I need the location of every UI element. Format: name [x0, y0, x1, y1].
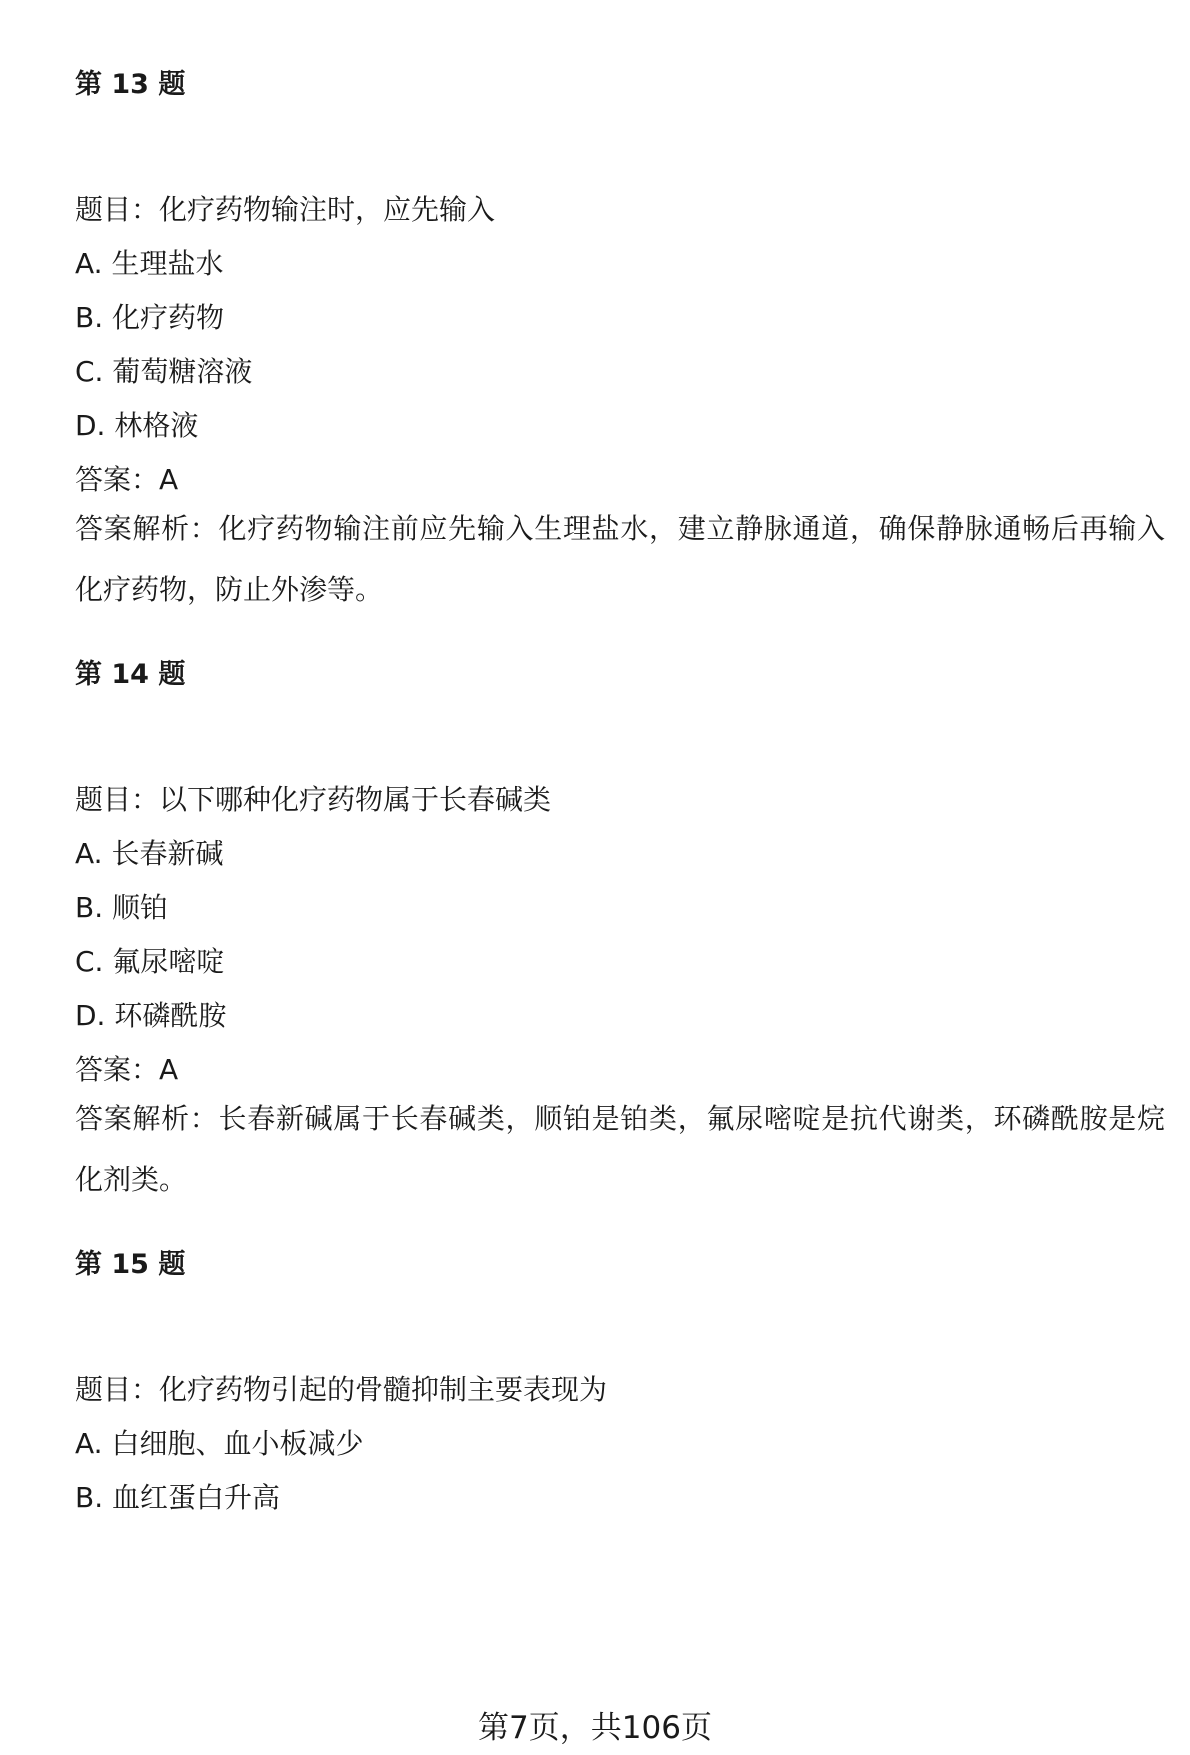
option-b: B. 化疗药物: [75, 301, 225, 334]
question-heading: 第 13 题: [75, 69, 186, 100]
option-d: D. 环磷酰胺: [75, 999, 227, 1032]
option-b: B. 顺铂: [75, 891, 169, 924]
option-a: A. 生理盐水: [75, 247, 224, 280]
answer: 答案：A: [75, 1053, 179, 1086]
option-a: A. 白细胞、血小板减少: [75, 1427, 364, 1460]
question-prompt: 题目：化疗药物引起的骨髓抑制主要表现为: [75, 1373, 608, 1406]
option-b: B. 血红蛋白升高: [75, 1481, 281, 1514]
option-c: C. 葡萄糖溶液: [75, 355, 253, 388]
answer: 答案：A: [75, 463, 179, 496]
answer-explanation: 答案解析：化疗药物输注前应先输入生理盐水，建立静脉通道，确保静脉通畅后再输入化疗药物，防止外渗等。: [75, 512, 1165, 606]
answer-explanation: 答案解析：长春新碱属于长春碱类，顺铂是铂类，氟尿嘧啶是抗代谢类，环磷酰胺是烷化剂类。: [75, 1102, 1165, 1196]
page-number: 第7页，共106页: [478, 1710, 712, 1746]
question-prompt: 题目：以下哪种化疗药物属于长春碱类: [75, 783, 552, 816]
question-heading: 第 14 题: [75, 659, 186, 690]
option-a: A. 长春新碱: [75, 837, 224, 870]
option-c: C. 氟尿嘧啶: [75, 945, 225, 978]
option-d: D. 林格液: [75, 409, 199, 442]
question-prompt: 题目：化疗药物输注时，应先输入: [75, 193, 496, 226]
question-heading: 第 15 题: [75, 1249, 186, 1280]
